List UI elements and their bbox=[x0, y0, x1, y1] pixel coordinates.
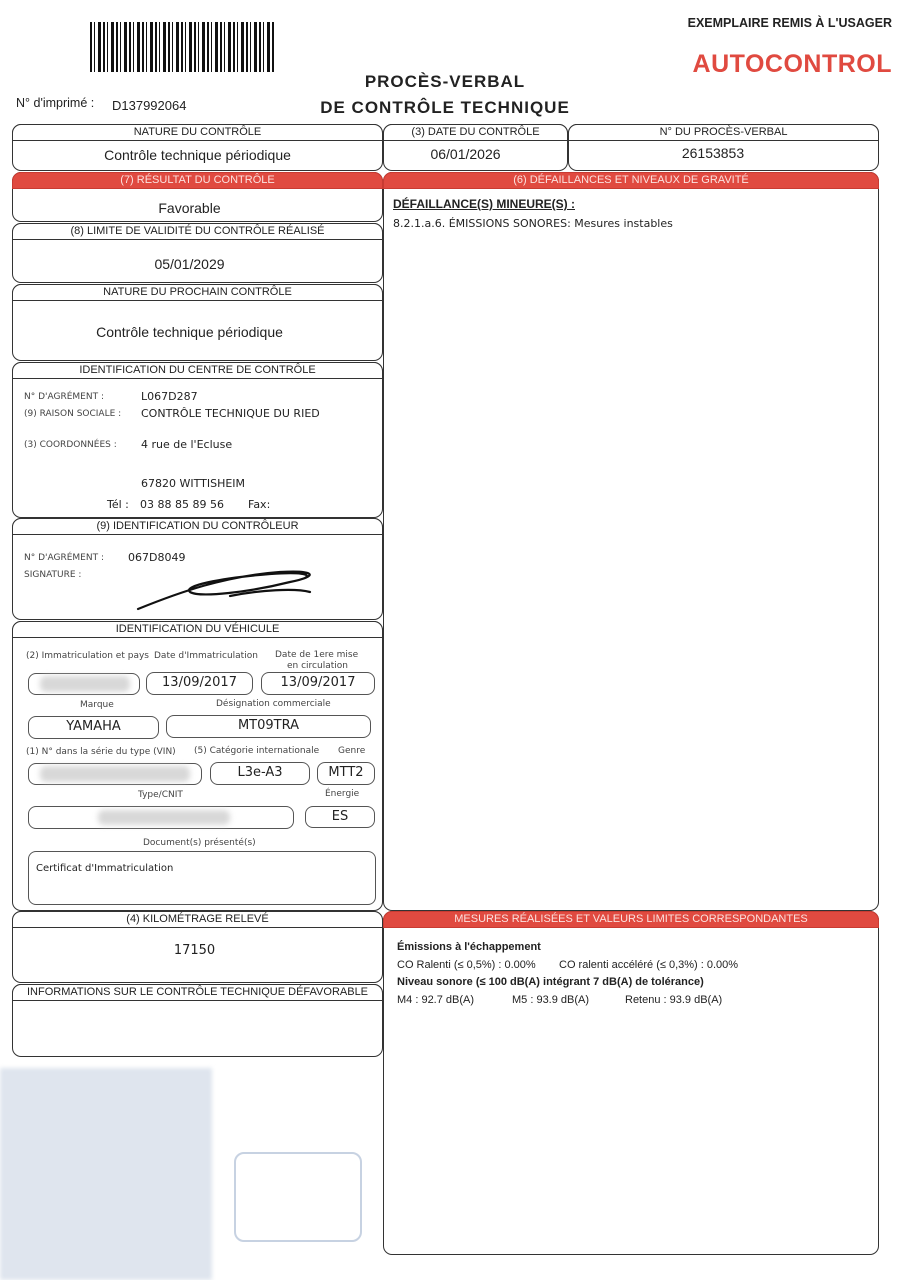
validity-value: 05/01/2029 bbox=[154, 256, 225, 272]
marque-field: YAMAHA bbox=[28, 716, 159, 739]
nature-header: NATURE DU CONTRÔLE bbox=[12, 124, 383, 141]
co-fast: CO ralenti accéléré (≤ 0,3%) : 0.00% bbox=[559, 959, 739, 971]
print-number-label: N° d'imprimé : bbox=[16, 96, 95, 110]
date-first-field: 13/09/2017 bbox=[261, 672, 375, 695]
documents-label: Document(s) présenté(s) bbox=[143, 838, 256, 848]
defect-item: 8.2.1.a.6. ÉMISSIONS SONORES: Mesures instables bbox=[393, 217, 673, 230]
autocontrol-logo: AUTOCONTROL bbox=[692, 50, 892, 78]
immat-redacted bbox=[40, 676, 130, 692]
center-address1: 4 rue de l'Ecluse bbox=[141, 438, 233, 451]
center-agrement-label: N° D'AGRÉMENT : bbox=[24, 392, 104, 402]
center-raison: CONTRÔLE TECHNIQUE DU RIED bbox=[141, 407, 320, 420]
km-value: 17150 bbox=[173, 943, 216, 958]
emissions-title: Émissions à l'échappement bbox=[397, 941, 541, 953]
vin-redacted bbox=[40, 766, 190, 782]
copy-label: EXEMPLAIRE REMIS À L'USAGER bbox=[687, 16, 892, 30]
document-subtitle: DE CONTRÔLE TECHNIQUE bbox=[320, 98, 570, 117]
date-first-label-2: en circulation bbox=[287, 661, 348, 671]
vin-label: (1) N° dans la série du type (VIN) bbox=[26, 747, 176, 757]
type-label: Type/CNIT bbox=[138, 790, 183, 800]
document-item: Certificat d'Immatriculation bbox=[36, 863, 174, 874]
noise-m4: M4 : 92.7 dB(A) bbox=[397, 994, 475, 1006]
marque-label: Marque bbox=[80, 700, 114, 710]
noise-title: Niveau sonore (≤ 100 dB(A) intégrant 7 dB(A) de tolérance) bbox=[397, 976, 704, 988]
document-title: PROCÈS-VERBAL bbox=[364, 72, 526, 91]
defects-header: (6) DÉFAILLANCES ET NIVEAUX DE GRAVITÉ bbox=[383, 172, 879, 189]
genre-field: MTT2 bbox=[317, 762, 375, 785]
barcode bbox=[90, 22, 275, 72]
immat-label: (2) Immatriculation et pays bbox=[26, 651, 149, 661]
type-redacted bbox=[98, 810, 230, 825]
pv-value: 26153853 bbox=[681, 145, 745, 161]
controller-agrement: 067D8049 bbox=[128, 551, 186, 564]
energy-field: ES bbox=[305, 806, 375, 828]
co-idle: CO Ralenti (≤ 0,5%) : 0.00% bbox=[397, 959, 536, 971]
center-tel-label: Tél : bbox=[107, 498, 129, 511]
defects-box bbox=[383, 172, 879, 911]
center-tel: 03 88 85 89 56 bbox=[140, 498, 224, 511]
date-first-label-1: Date de 1ere mise bbox=[275, 650, 359, 660]
center-raison-label: (9) RAISON SOCIALE : bbox=[24, 409, 122, 419]
validity-header: (8) LIMITE DE VALIDITÉ DU CONTRÔLE RÉALISÉ bbox=[12, 223, 383, 240]
date-value: 06/01/2026 bbox=[430, 146, 501, 162]
center-header: IDENTIFICATION DU CENTRE DE CONTRÔLE bbox=[12, 362, 383, 379]
stamp-box bbox=[234, 1152, 362, 1242]
signature-image bbox=[130, 562, 330, 614]
date-immat-label: Date d'Immatriculation bbox=[154, 651, 258, 661]
unfavorable-header: INFORMATIONS SUR LE CONTRÔLE TECHNIQUE DÉFAVORABLE bbox=[12, 984, 383, 1001]
center-coord-label: (3) COORDONNÉES : bbox=[24, 440, 117, 450]
signature-label: SIGNATURE : bbox=[24, 570, 82, 580]
redacted-stamp bbox=[0, 1068, 212, 1280]
pv-header: N° DU PROCÈS-VERBAL bbox=[568, 124, 879, 141]
documents-field bbox=[28, 851, 376, 905]
controller-header: (9) IDENTIFICATION DU CONTRÔLEUR bbox=[12, 518, 383, 535]
category-label: (5) Catégorie internationale bbox=[194, 746, 320, 756]
date-header: (3) DATE DU CONTRÔLE bbox=[383, 124, 568, 141]
designation-label: Désignation commerciale bbox=[216, 699, 331, 709]
designation-field: MT09TRA bbox=[166, 715, 371, 738]
result-value: Favorable bbox=[158, 200, 221, 216]
noise-retenu: Retenu : 93.9 dB(A) bbox=[625, 994, 723, 1006]
next-header: NATURE DU PROCHAIN CONTRÔLE bbox=[12, 284, 383, 301]
genre-label: Genre bbox=[338, 746, 366, 756]
center-agrement: L067D287 bbox=[141, 390, 198, 403]
center-address2: 67820 WITTISHEIM bbox=[141, 477, 246, 490]
energy-label: Énergie bbox=[325, 789, 360, 799]
measures-header: MESURES RÉALISÉES ET VALEURS LIMITES CORRESPONDANTES bbox=[383, 911, 879, 928]
vehicle-header: IDENTIFICATION DU VÉHICULE bbox=[12, 621, 383, 638]
controller-agrement-label: N° D'AGRÉMENT : bbox=[24, 553, 104, 563]
next-value: Contrôle technique périodique bbox=[96, 324, 283, 340]
center-fax-label: Fax: bbox=[248, 498, 271, 511]
date-immat-field: 13/09/2017 bbox=[146, 672, 253, 695]
defects-title: DÉFAILLANCE(S) MINEURE(S) : bbox=[393, 197, 575, 211]
category-field: L3e-A3 bbox=[210, 762, 310, 785]
noise-m5: M5 : 93.9 dB(A) bbox=[512, 994, 590, 1006]
print-number: D137992064 bbox=[112, 98, 187, 113]
km-header: (4) KILOMÉTRAGE RELEVÉ bbox=[12, 911, 383, 928]
result-header: (7) RÉSULTAT DU CONTRÔLE bbox=[12, 172, 383, 189]
nature-value: Contrôle technique périodique bbox=[104, 147, 291, 163]
